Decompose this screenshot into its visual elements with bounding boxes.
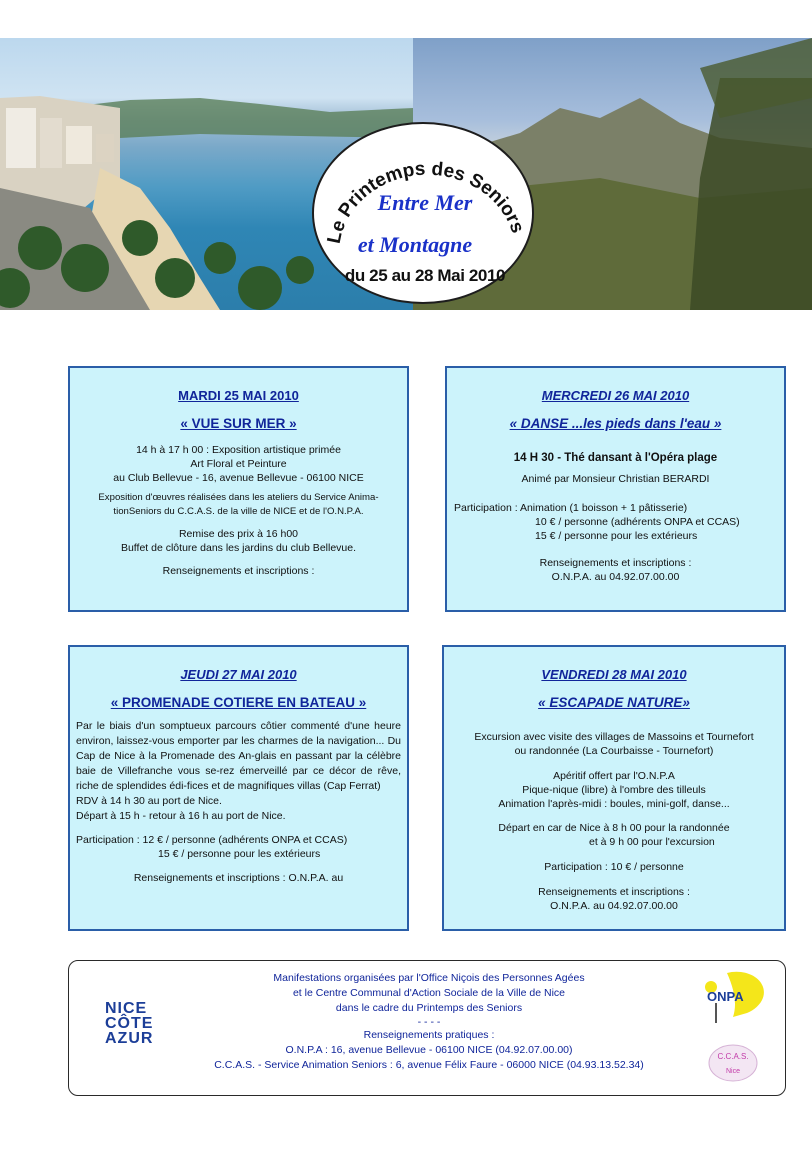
event-line: Buffet de clôture dans les jardins du club Bellevue. (120, 542, 357, 554)
event-line: ou randonnée (La Courbaisse - Tournefort) (514, 745, 714, 757)
event-line: Apéritif offert par l'O.N.P.A (553, 770, 675, 782)
event-line: 14 H 30 - Thé dansant à l'Opéra plage (513, 452, 718, 464)
event-card-friday (442, 645, 786, 931)
footer-contact-ccas: C.C.A.S. - Service Animation Seniors : 6, avenue Félix Faure - 06000 NICE (04.93.13.52.34) (214, 1059, 644, 1071)
event-contact: Renseignements et inscriptions : (162, 565, 315, 577)
event-line: Participation : Animation (1 boisson + 1 pâtisserie) (454, 502, 688, 514)
event-line: Pique-nique (libre) à l'ombre des tilleuls (522, 784, 706, 796)
event-line: RDV à 14 h 30 au port de Nice. (76, 795, 222, 807)
event-line: 15 € / personne pour les extérieurs (158, 848, 321, 860)
event-line: et à 9 h 00 pour l'excursion (589, 836, 715, 848)
footer-contact-onpa: O.N.P.A : 16, avenue Bellevue - 06100 NICE (04.92.07.00.00) (285, 1044, 573, 1056)
event-line: Participation : 10 € / personne (544, 861, 684, 873)
footer-separator: - - - - (417, 1016, 441, 1028)
event-theme: « DANSE ...les pieds dans l'eau » (509, 416, 722, 431)
event-line: Renseignements et inscriptions : (538, 886, 690, 898)
event-line: Départ à 15 h - retour à 16 h au port de Nice. (76, 810, 286, 822)
event-card-tuesday (68, 366, 409, 612)
event-line: Animé par Monsieur Christian BERARDI (521, 473, 710, 485)
subtitle-line-1: Entre Mer (377, 190, 473, 215)
event-theme: « ESCAPADE NATURE» (538, 695, 690, 710)
event-line: 10 € / personne (adhérents ONPA et CCAS) (535, 516, 740, 528)
footer-line: et le Centre Communal d'Action Sociale de la Ville de Nice (292, 987, 566, 999)
event-line: tionSeniors du C.C.A.S. de la ville de NICE et de l'O.N.P.A. (113, 506, 364, 517)
event-description: Par le biais d'un somptueux parcours côtier commenté d'une heure environ, laissez-vous emporter par les charmes de la navigation... Du Cap de Nice à la Promenade des An-glais en passant par la célèbre baie de Villefranche vous se-rez émerveillé par ce décor de rêve, riche de splendides édi-fices et de magnifiques villas (Cap Ferrat) (76, 720, 401, 792)
svg-text:ONPA: ONPA (707, 989, 744, 1004)
event-line: Animation l'après-midi : boules, mini-golf, danse... (498, 798, 730, 810)
event-contact: Renseignements et inscriptions : O.N.P.A. au (133, 872, 344, 884)
footer-line: dans le cadre du Printemps des Seniors (335, 1002, 523, 1014)
ccas-logo (707, 1039, 759, 1085)
event-day: MERCREDI 26 MAI 2010 (541, 388, 690, 403)
event-title-oval (312, 122, 534, 304)
event-line: Remise des prix à 16 h00 (178, 528, 299, 540)
event-card-thursday (68, 645, 409, 931)
event-line: Participation : 12 € / personne (adhérents ONPA et CCAS) (76, 834, 348, 846)
event-line: Renseignements et inscriptions : (539, 557, 692, 569)
event-line: 14 h à 17 h 00 : Exposition artistique primée (136, 444, 341, 456)
event-line: 15 € / personne pour les extérieurs (535, 530, 698, 542)
footer-text (199, 971, 659, 1073)
event-line: Départ en car de Nice à 8 h 00 pour la randonnée (498, 822, 730, 834)
footer-line: Manifestations organisées par l'Office Niçois des Personnes Agées (273, 972, 585, 984)
event-line: Art Floral et Peinture (190, 458, 287, 470)
event-day: VENDREDI 28 MAI 2010 (541, 667, 687, 682)
event-line: Exposition d'œuvres réalisées dans les ateliers du Service Anima- (98, 492, 379, 503)
nice-cote-azur-logo: NICE CÔTE AZUR (105, 1000, 154, 1047)
event-day: MARDI 25 MAI 2010 (178, 388, 299, 403)
organizers-footer (68, 960, 786, 1096)
svg-text:C.C.A.S.: C.C.A.S. (717, 1052, 749, 1061)
header-banner (0, 38, 812, 310)
event-contact: O.N.P.A. au 04.92.07.00.00 (551, 571, 680, 583)
subtitle-line-2: et Montagne (357, 232, 473, 257)
event-title: Le Printemps des Seniors (323, 158, 528, 246)
event-day: JEUDI 27 MAI 2010 (180, 667, 297, 682)
svg-text:Nice: Nice (725, 1068, 741, 1075)
event-contact: O.N.P.A. au 04.92.07.00.00 (550, 900, 678, 912)
footer-line: Renseignements pratiques : (363, 1029, 495, 1041)
event-card-wednesday (445, 366, 786, 612)
event-theme: « PROMENADE COTIERE EN BATEAU » (110, 695, 367, 710)
event-theme: « VUE SUR MER » (180, 416, 297, 431)
event-line: au Club Bellevue - 16, avenue Bellevue - 06100 NICE (113, 472, 364, 484)
event-line: Excursion avec visite des villages de Massoins et Tournefort (474, 731, 754, 743)
event-dates: du 25 au 28 Mai 2010 (344, 266, 506, 285)
onpa-logo (697, 969, 769, 1025)
